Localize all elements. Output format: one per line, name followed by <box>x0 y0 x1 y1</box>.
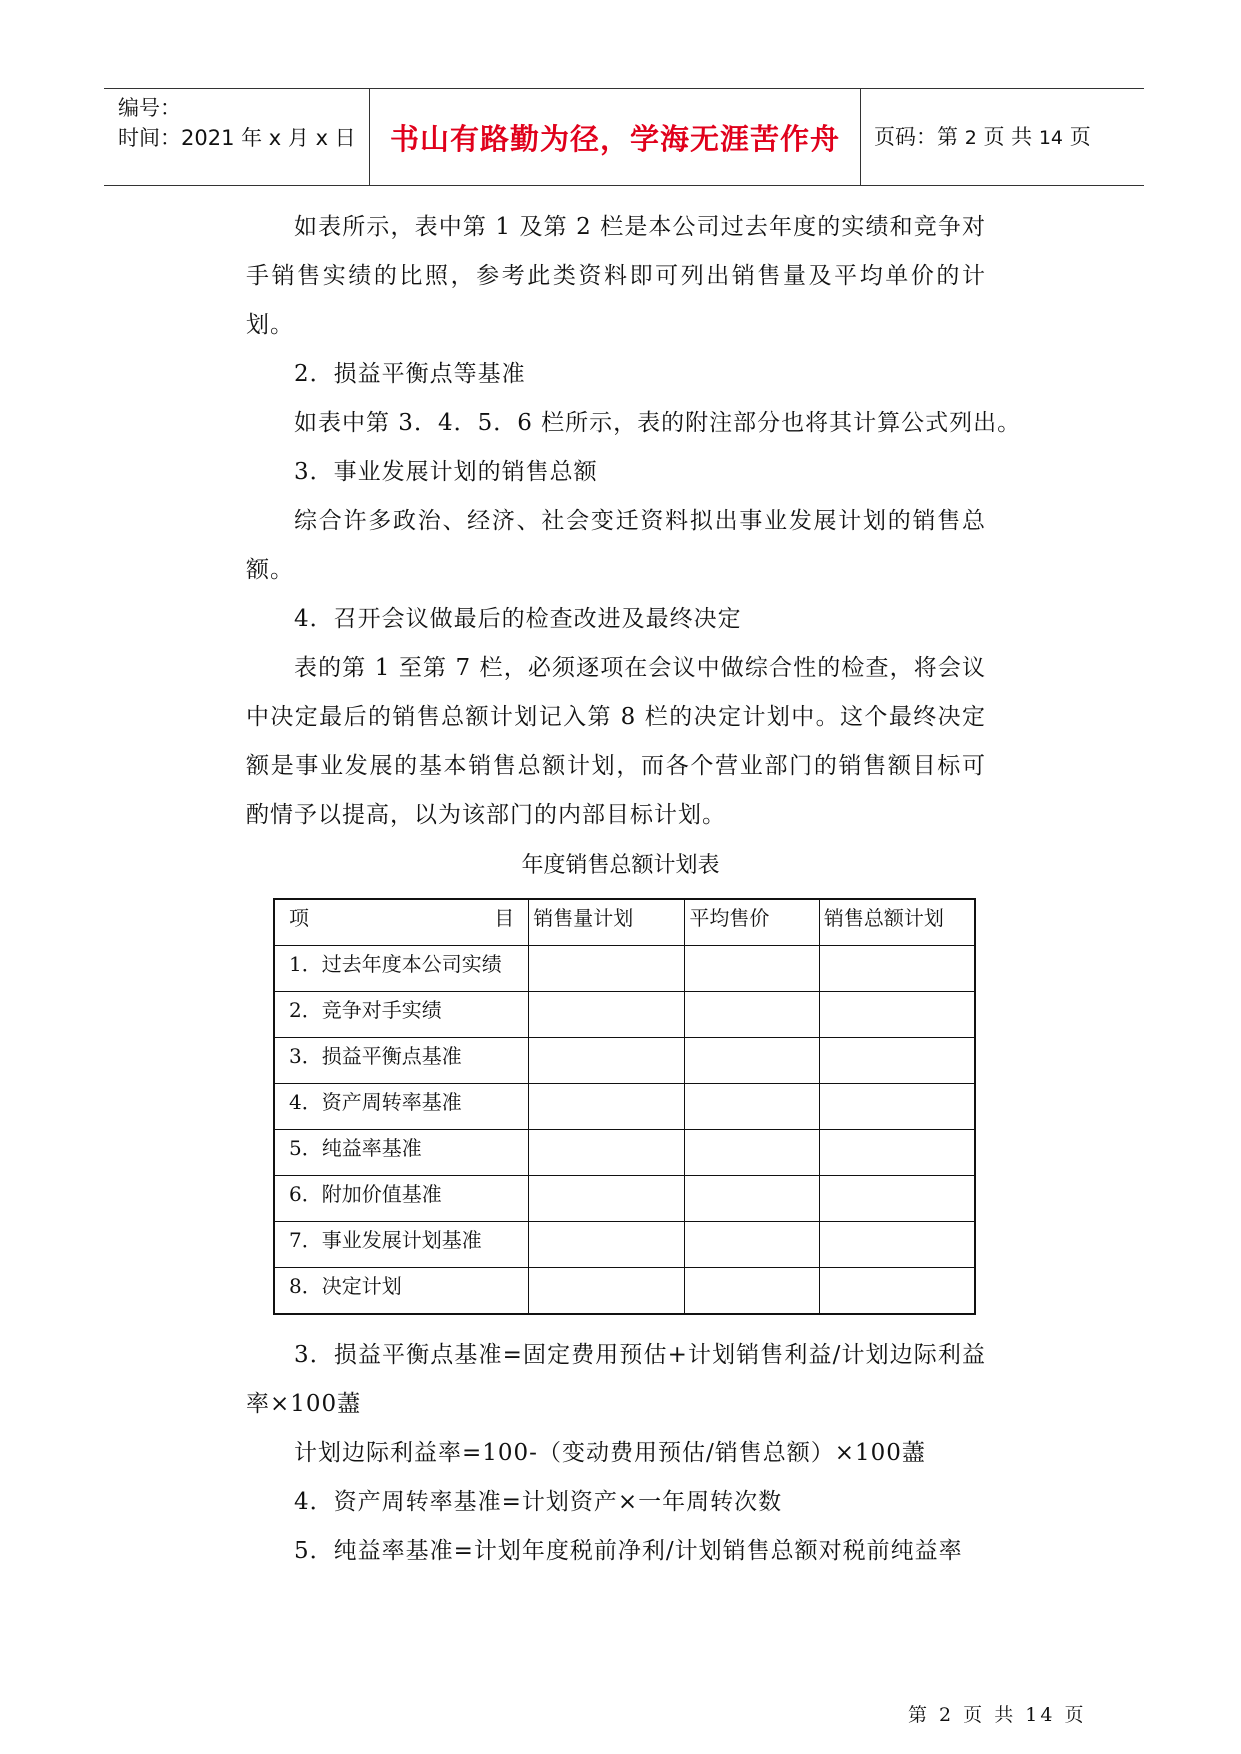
header-cell-volume: 销售量计划 <box>529 899 685 946</box>
header-cell-total: 销售总额计划 <box>819 899 975 946</box>
page-mid: 页 共 <box>983 125 1033 149</box>
paragraph: 如表所示，表中第 1 及第 2 栏是本公司过去年度的实绩和竞争对手销售实绩的比照，参考此类资料即可列出销售量及平均单价的计划。 <box>246 214 986 338</box>
table-cell <box>685 1084 819 1130</box>
row-label: 3．损益平衡点基准 <box>274 1038 529 1084</box>
row-label: 2．竞争对手实绩 <box>274 992 529 1038</box>
table-cell <box>685 946 819 992</box>
paragraph: 表的第 1 至第 7 栏，必须逐项在会议中做综合性的检查，将会议中决定最后的销售总额计划记入第 8 栏的决定计划中。这个最终决定额是事业发展的基本销售总额计划，而各个营业部门的销售额目标可酌情予以提高，以为该部门的内部目标计划。 <box>246 655 986 828</box>
table-cell <box>529 992 685 1038</box>
row-label: 4．资产周转率基准 <box>274 1084 529 1130</box>
header-cell-item <box>274 899 529 946</box>
note-formula: 计划边际利益率=100-（变动费用预估/销售总额）×100藎 <box>294 1440 926 1466</box>
table-cell <box>685 1176 819 1222</box>
table-row <box>274 1130 975 1176</box>
table-cell <box>819 1222 975 1268</box>
note-formula: 5．纯益率基准=计划年度税前净利/计划销售总额对税前纯益率 <box>294 1538 963 1564</box>
table-cell <box>685 992 819 1038</box>
header-meta <box>118 93 356 153</box>
table-cell <box>819 992 975 1038</box>
section-heading: 2．损益平衡点等基准 <box>294 361 526 387</box>
table-cell <box>819 946 975 992</box>
table-cell <box>685 1038 819 1084</box>
table-cell <box>819 1130 975 1176</box>
table-row <box>274 1084 975 1130</box>
table-cell <box>819 1268 975 1315</box>
header-item-right: 目 <box>494 906 515 930</box>
row-label: 6．附加价值基准 <box>274 1176 529 1222</box>
table-cell <box>819 1176 975 1222</box>
paragraph: 如表中第 3．4．5．6 栏所示，表的附注部分也将其计算公式列出。 <box>294 410 1022 436</box>
note-formula: 3．损益平衡点基准=固定费用预估+计划销售利益/计划边际利益率×100藎 <box>246 1342 986 1417</box>
table-cell <box>529 946 685 992</box>
row-label: 7．事业发展计划基准 <box>274 1222 529 1268</box>
table-cell <box>529 1084 685 1130</box>
page-suffix: 页 <box>1069 125 1091 149</box>
row-label: 8．决定计划 <box>274 1268 529 1315</box>
note-formula: 4．资产周转率基准=计划资产×一年周转次数 <box>294 1489 783 1515</box>
section-heading: 4．召开会议做最后的检查改进及最终决定 <box>294 606 742 632</box>
paragraph: 综合许多政治、经济、社会变迁资料拟出事业发展计划的销售总额。 <box>246 508 986 583</box>
table-row <box>274 1222 975 1268</box>
doc-time-label: 时间：2021 年 x 月 x 日 <box>118 126 356 150</box>
header-item-left: 项 <box>289 906 309 930</box>
header-motto: 书山有路勤为径，学海无涯苦作舟 <box>389 122 840 156</box>
table-header-row <box>274 899 975 946</box>
table-cell <box>819 1084 975 1130</box>
table-row <box>274 992 975 1038</box>
document-header <box>104 88 1144 186</box>
header-divider <box>860 89 861 185</box>
table-cell <box>819 1038 975 1084</box>
table-cell <box>529 1222 685 1268</box>
table-cell <box>685 1268 819 1315</box>
page-total: 14 <box>1038 127 1064 149</box>
table-cell <box>529 1038 685 1084</box>
section-heading: 3．事业发展计划的销售总额 <box>294 459 598 485</box>
header-cell-price: 平均售价 <box>685 899 819 946</box>
table-cell <box>529 1268 685 1315</box>
row-label: 5．纯益率基准 <box>274 1130 529 1176</box>
table-row <box>274 1268 975 1315</box>
doc-number-label: 编号： <box>118 96 181 120</box>
header-page-indicator <box>874 121 1091 151</box>
table-cell <box>529 1130 685 1176</box>
sales-plan-table <box>273 898 976 1315</box>
row-label: 1．过去年度本公司实绩 <box>274 946 529 992</box>
table-cell <box>529 1176 685 1222</box>
page-prefix: 页码：第 <box>874 125 958 149</box>
table-row <box>274 946 975 992</box>
table-row <box>274 1176 975 1222</box>
table-title: 年度销售总额计划表 <box>521 853 720 878</box>
table-cell <box>685 1130 819 1176</box>
table-row <box>274 1038 975 1084</box>
page-footer: 第 2 页 共 14 页 <box>908 1704 1087 1726</box>
table-cell <box>685 1222 819 1268</box>
page-number: 2 <box>964 127 977 149</box>
